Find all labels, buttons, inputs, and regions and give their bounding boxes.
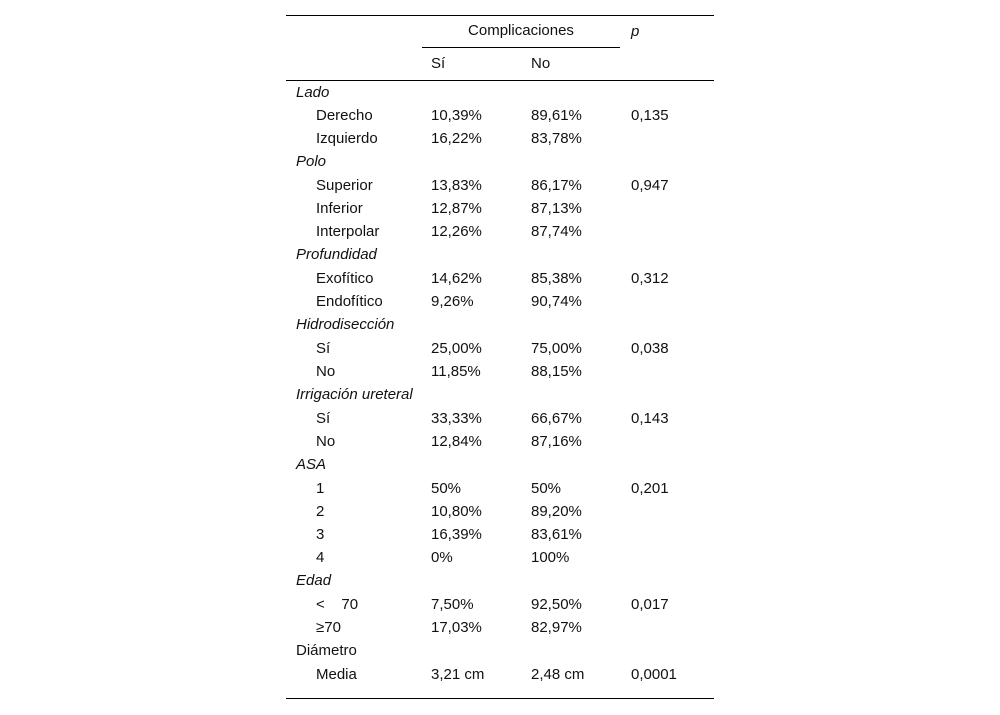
row-label: < 70 xyxy=(316,596,359,613)
cell-p: 0,038 xyxy=(631,340,669,357)
group-row xyxy=(286,243,714,267)
table-body xyxy=(286,82,714,686)
cell-no: 86,17% xyxy=(531,177,582,194)
cell-si: 12,87% xyxy=(431,200,482,217)
row-label: Superior xyxy=(316,177,373,194)
cell-si: 16,22% xyxy=(431,130,482,147)
cell-si: 10,80% xyxy=(431,503,482,520)
cell-p: 0,312 xyxy=(631,270,669,287)
complicaciones-underline xyxy=(422,47,620,48)
cell-si: 0% xyxy=(431,549,453,566)
cell-si: 11,85% xyxy=(431,363,481,380)
cell-no: 2,48 cm xyxy=(531,666,585,683)
cell-si: 12,26% xyxy=(431,223,482,240)
row-label: Izquierdo xyxy=(316,130,378,147)
cell-no: 100% xyxy=(531,549,570,566)
table-row xyxy=(286,593,714,616)
cell-si: 50% xyxy=(431,480,462,497)
table-row xyxy=(286,360,714,383)
cell-p: 0,201 xyxy=(631,480,669,497)
group-label: Profundidad xyxy=(296,246,377,263)
group-label: Diámetro xyxy=(296,642,357,659)
table-row xyxy=(286,546,714,569)
row-label: 2 xyxy=(316,503,325,520)
group-row xyxy=(286,639,714,663)
cell-si: 33,33% xyxy=(431,410,482,427)
cell-no: 85,38% xyxy=(531,270,582,287)
row-label: 1 xyxy=(316,480,325,497)
table-row xyxy=(286,127,714,150)
header-p-value: p xyxy=(631,23,640,40)
row-label: Sí xyxy=(316,340,331,357)
cell-no: 87,13% xyxy=(531,200,582,217)
cell-si: 9,26% xyxy=(431,293,474,310)
cell-no: 87,16% xyxy=(531,433,582,450)
row-label: Media xyxy=(316,666,357,683)
row-label: Exofítico xyxy=(316,270,374,287)
table-row xyxy=(286,500,714,523)
row-label: Derecho xyxy=(316,107,373,124)
cell-no: 83,78% xyxy=(531,130,582,147)
cell-no: 92,50% xyxy=(531,596,582,613)
row-label: No xyxy=(316,363,336,380)
table-row xyxy=(286,407,714,430)
cell-p: 0,017 xyxy=(631,596,669,613)
group-label: Irrigación ureteral xyxy=(296,386,413,403)
table-row xyxy=(286,477,714,500)
cell-si: 3,21 cm xyxy=(431,666,485,683)
table-row xyxy=(286,430,714,453)
group-row xyxy=(286,453,714,477)
group-label: Hidrodisección xyxy=(296,316,395,333)
table-bottom-rule xyxy=(286,698,714,699)
table-row xyxy=(286,616,714,639)
cell-no: 82,97% xyxy=(531,619,582,636)
cell-no: 75,00% xyxy=(531,340,582,357)
cell-no: 50% xyxy=(531,480,562,497)
cell-p: 0,143 xyxy=(631,410,669,427)
row-label: Endofítico xyxy=(316,293,383,310)
cell-no: 88,15% xyxy=(531,363,582,380)
table-row xyxy=(286,174,714,197)
cell-si: 13,83% xyxy=(431,177,482,194)
cell-p: 0,0001 xyxy=(631,666,677,683)
cell-si: 12,84% xyxy=(431,433,482,450)
cell-no: 90,74% xyxy=(531,293,582,310)
header-si: Sí xyxy=(431,55,446,72)
group-label: Edad xyxy=(296,572,332,589)
header-bottom-rule xyxy=(286,80,714,81)
table-row xyxy=(286,337,714,360)
cell-si: 17,03% xyxy=(431,619,482,636)
table-row xyxy=(286,197,714,220)
cell-p: 0,947 xyxy=(631,177,669,194)
group-row xyxy=(286,383,714,407)
cell-no: 66,67% xyxy=(531,410,582,427)
group-row xyxy=(286,150,714,174)
cell-si: 16,39% xyxy=(431,526,482,543)
row-label: Interpolar xyxy=(316,223,380,240)
group-label: Polo xyxy=(296,153,327,170)
table-row xyxy=(286,267,714,290)
table-row xyxy=(286,523,714,546)
cell-si: 7,50% xyxy=(431,596,474,613)
table-row xyxy=(286,663,714,686)
table-row xyxy=(286,220,714,243)
cell-no: 83,61% xyxy=(531,526,582,543)
cell-si: 10,39% xyxy=(431,107,482,124)
row-label: 4 xyxy=(316,549,325,566)
row-label: ≥70 xyxy=(316,619,341,636)
group-row xyxy=(286,569,714,593)
row-label: No xyxy=(316,433,336,450)
cell-no: 89,20% xyxy=(531,503,582,520)
group-label: ASA xyxy=(296,456,327,473)
table-top-rule xyxy=(286,15,714,16)
header-no: No xyxy=(531,55,551,72)
cell-p: 0,135 xyxy=(631,107,669,124)
group-label: Lado xyxy=(296,84,330,101)
header-complicaciones: Complicaciones xyxy=(468,22,574,39)
cell-si: 14,62% xyxy=(431,270,482,287)
group-row xyxy=(286,82,714,104)
cell-si: 25,00% xyxy=(431,340,482,357)
table-row xyxy=(286,290,714,313)
row-label: Inferior xyxy=(316,200,363,217)
row-label: Sí xyxy=(316,410,331,427)
cell-no: 87,74% xyxy=(531,223,582,240)
group-row xyxy=(286,313,714,337)
table-row xyxy=(286,104,714,127)
row-label: 3 xyxy=(316,526,325,543)
cell-no: 89,61% xyxy=(531,107,582,124)
